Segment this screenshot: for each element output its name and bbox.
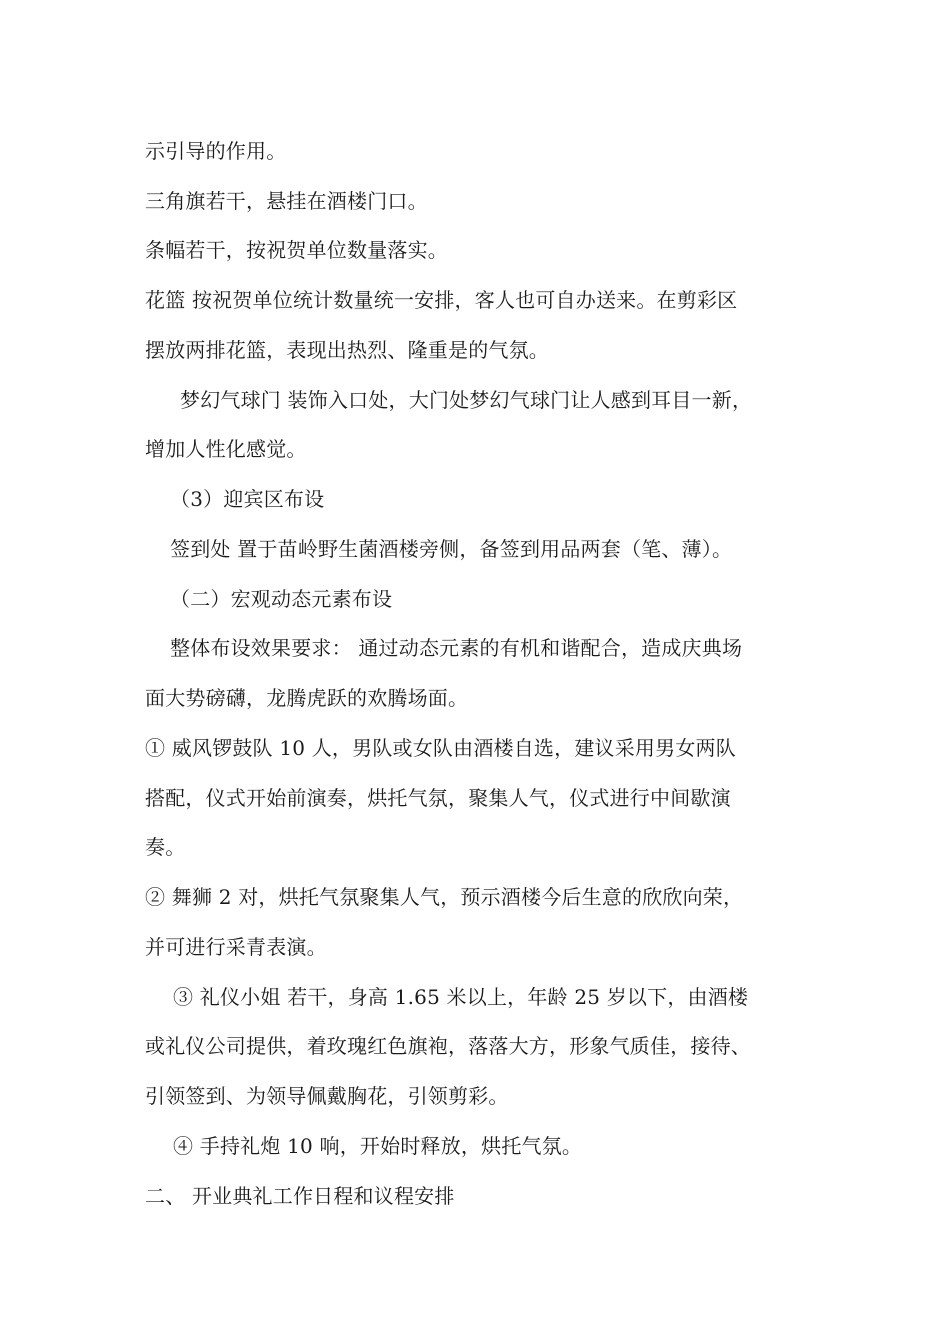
list-item: ② 舞狮 2 对，烘托气氛聚集人气，预示酒楼今后生意的欣欣向荣， [145, 885, 744, 909]
text-line: 三角旗若干，悬挂在酒楼门口。 [145, 189, 428, 213]
list-item: ④ 手持礼炮 10 响，开始时释放，烘托气氛。 [173, 1134, 583, 1158]
section-heading: （3）迎宾区布设 [170, 487, 325, 511]
text-line: 花篮 按祝贺单位统计数量统一安排，客人也可自办送来。在剪彩区 [145, 288, 738, 312]
list-item: ③ 礼仪小姐 若干，身高 1.65 米以上，年龄 25 岁以下，由酒楼 [173, 985, 749, 1009]
text-line: 并可进行采青表演。 [145, 935, 327, 959]
section-heading: （二）宏观动态元素布设 [170, 587, 393, 611]
text-line: 整体布设效果要求： 通过动态元素的有机和谐配合，造成庆典场 [170, 636, 743, 660]
text-line: 增加人性化感觉。 [145, 437, 307, 461]
text-line: 条幅若干，按祝贺单位数量落实。 [145, 238, 448, 262]
text-line: 摆放两排花篮，表现出热烈、隆重是的气氛。 [145, 338, 549, 362]
text-line: 搭配，仪式开始前演奏，烘托气氛，聚集人气，仪式进行中间歇演 [145, 786, 731, 810]
text-line: 引领签到、为领导佩戴胸花，引领剪彩。 [145, 1084, 509, 1108]
text-line: 奏。 [145, 835, 186, 859]
text-line: 面大势磅礴，龙腾虎跃的欢腾场面。 [145, 686, 469, 710]
list-item: ① 威风锣鼓队 10 人，男队或女队由酒楼自选，建议采用男女两队 [145, 736, 736, 760]
text-line: 或礼仪公司提供，着玫瑰红色旗袍，落落大方，形象气质佳，接待、 [145, 1034, 751, 1058]
text-line: 梦幻气球门 装饰入口处，大门处梦幻气球门让人感到耳目一新， [180, 388, 753, 412]
section-heading: 二、 开业典礼工作日程和议程安排 [145, 1184, 455, 1208]
text-line: 签到处 置于苗岭野生菌酒楼旁侧，备签到用品两套（笔、薄）。 [170, 537, 733, 561]
text-line: 示引导的作用。 [145, 139, 287, 163]
